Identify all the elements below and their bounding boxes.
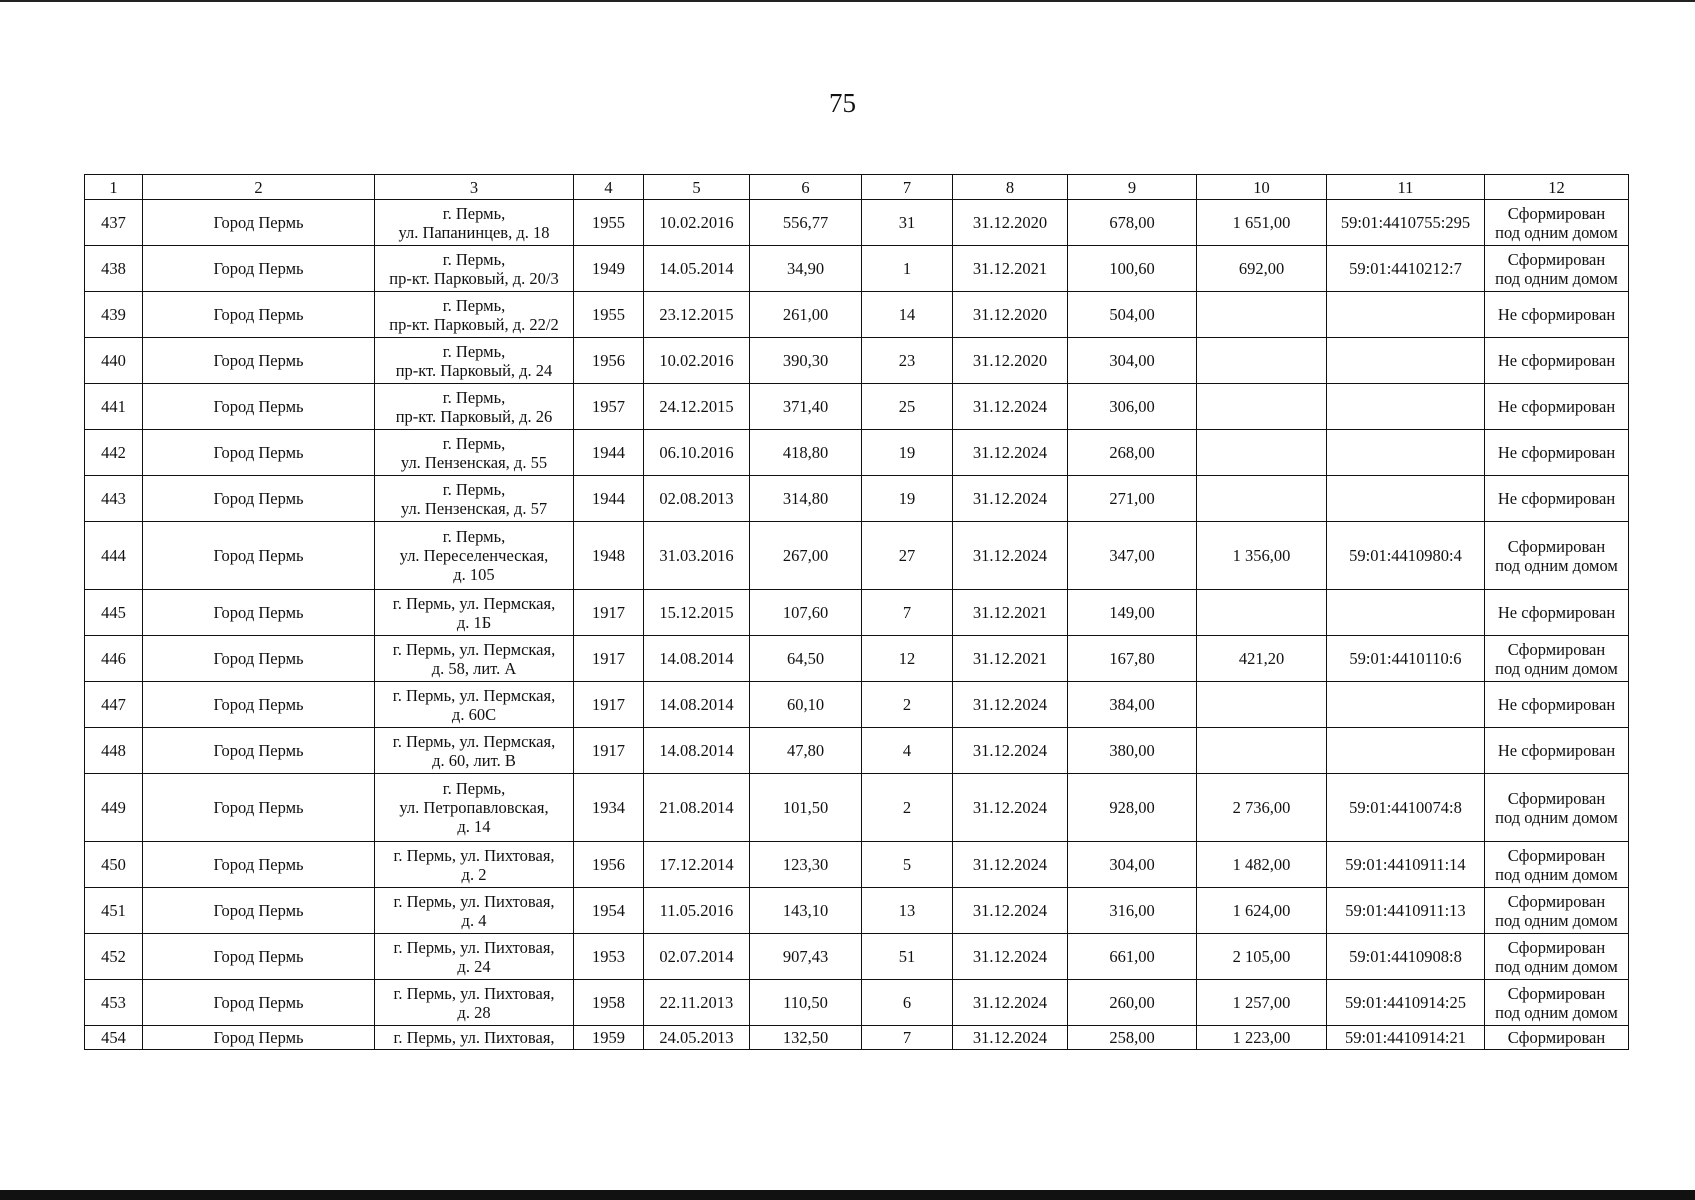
- year-cell: 1959: [574, 1026, 644, 1050]
- land-status-cell: Не сформирован: [1485, 590, 1629, 636]
- column-header: 10: [1197, 175, 1327, 200]
- area-cell: 34,90: [750, 246, 862, 292]
- residents-cell: 19: [862, 476, 953, 522]
- area-cell: 418,80: [750, 430, 862, 476]
- table-row: [85, 1026, 1629, 1050]
- date-cell: 02.08.2013: [644, 476, 750, 522]
- address-cell: г. Пермь, ул. Пермская, д. 60С: [375, 682, 574, 728]
- cadastral-number-cell: 59:01:4410212:7: [1327, 246, 1485, 292]
- deadline-cell: 31.12.2021: [953, 246, 1068, 292]
- address-cell: г. Пермь, ул. Пихтовая, д. 24: [375, 934, 574, 980]
- residents-cell: 14: [862, 292, 953, 338]
- year-cell: 1957: [574, 384, 644, 430]
- area-cell: 907,43: [750, 934, 862, 980]
- address-cell: г. Пермь, ул. Переселенческая, д. 105: [375, 522, 574, 590]
- year-cell: 1917: [574, 636, 644, 682]
- column-10-cell: [1197, 292, 1327, 338]
- column-9-cell: 380,00: [1068, 728, 1197, 774]
- cadastral-number-cell: [1327, 728, 1485, 774]
- column-header: 4: [574, 175, 644, 200]
- area-cell: 261,00: [750, 292, 862, 338]
- residents-cell: 23: [862, 338, 953, 384]
- year-cell: 1958: [574, 980, 644, 1026]
- municipality-cell: Город Пермь: [143, 934, 375, 980]
- land-status-cell: Не сформирован: [1485, 292, 1629, 338]
- date-cell: 06.10.2016: [644, 430, 750, 476]
- row-number-cell: 442: [85, 430, 143, 476]
- cadastral-number-cell: [1327, 338, 1485, 384]
- municipality-cell: Город Пермь: [143, 292, 375, 338]
- residents-cell: 51: [862, 934, 953, 980]
- area-cell: 107,60: [750, 590, 862, 636]
- year-cell: 1917: [574, 590, 644, 636]
- land-status-cell: Сформирован под одним домом: [1485, 636, 1629, 682]
- column-9-cell: 304,00: [1068, 338, 1197, 384]
- column-9-cell: 260,00: [1068, 980, 1197, 1026]
- deadline-cell: 31.12.2020: [953, 338, 1068, 384]
- column-10-cell: 1 624,00: [1197, 888, 1327, 934]
- year-cell: 1955: [574, 200, 644, 246]
- row-number-cell: 445: [85, 590, 143, 636]
- year-cell: 1917: [574, 682, 644, 728]
- residents-cell: 6: [862, 980, 953, 1026]
- column-9-cell: 928,00: [1068, 774, 1197, 842]
- municipality-cell: Город Пермь: [143, 338, 375, 384]
- deadline-cell: 31.12.2024: [953, 476, 1068, 522]
- register-table: [84, 174, 1629, 1050]
- address-cell: г. Пермь, пр-кт. Парковый, д. 26: [375, 384, 574, 430]
- column-10-cell: [1197, 728, 1327, 774]
- column-header: 1: [85, 175, 143, 200]
- land-status-cell: Сформирован под одним домом: [1485, 246, 1629, 292]
- area-cell: 47,80: [750, 728, 862, 774]
- row-number-cell: 447: [85, 682, 143, 728]
- date-cell: 21.08.2014: [644, 774, 750, 842]
- year-cell: 1944: [574, 476, 644, 522]
- row-number-cell: 450: [85, 842, 143, 888]
- year-cell: 1944: [574, 430, 644, 476]
- column-10-cell: 1 356,00: [1197, 522, 1327, 590]
- scan-top-edge: [0, 0, 1695, 2]
- deadline-cell: 31.12.2024: [953, 1026, 1068, 1050]
- cadastral-number-cell: 59:01:4410908:8: [1327, 934, 1485, 980]
- column-10-cell: [1197, 682, 1327, 728]
- date-cell: 14.08.2014: [644, 728, 750, 774]
- cadastral-number-cell: [1327, 682, 1485, 728]
- municipality-cell: Город Пермь: [143, 728, 375, 774]
- deadline-cell: 31.12.2024: [953, 842, 1068, 888]
- table-row: [85, 522, 1629, 590]
- address-cell: г. Пермь, пр-кт. Парковый, д. 22/2: [375, 292, 574, 338]
- residents-cell: 5: [862, 842, 953, 888]
- address-cell: г. Пермь, ул. Папанинцев, д. 18: [375, 200, 574, 246]
- column-9-cell: 306,00: [1068, 384, 1197, 430]
- municipality-cell: Город Пермь: [143, 682, 375, 728]
- residents-cell: 4: [862, 728, 953, 774]
- column-10-cell: [1197, 430, 1327, 476]
- column-9-cell: 661,00: [1068, 934, 1197, 980]
- residents-cell: 19: [862, 430, 953, 476]
- land-status-cell: Сформирован под одним домом: [1485, 522, 1629, 590]
- column-10-cell: [1197, 338, 1327, 384]
- table-row: [85, 934, 1629, 980]
- column-10-cell: 692,00: [1197, 246, 1327, 292]
- column-9-cell: 100,60: [1068, 246, 1197, 292]
- page-number: 75: [829, 88, 856, 118]
- column-10-cell: [1197, 384, 1327, 430]
- row-number-cell: 451: [85, 888, 143, 934]
- column-9-cell: 167,80: [1068, 636, 1197, 682]
- land-status-cell: Сформирован под одним домом: [1485, 980, 1629, 1026]
- area-cell: 132,50: [750, 1026, 862, 1050]
- year-cell: 1917: [574, 728, 644, 774]
- deadline-cell: 31.12.2024: [953, 682, 1068, 728]
- column-header: 6: [750, 175, 862, 200]
- column-10-cell: 2 105,00: [1197, 934, 1327, 980]
- row-number-cell: 452: [85, 934, 143, 980]
- deadline-cell: 31.12.2024: [953, 934, 1068, 980]
- area-cell: 123,30: [750, 842, 862, 888]
- deadline-cell: 31.12.2024: [953, 522, 1068, 590]
- cadastral-number-cell: 59:01:4410914:25: [1327, 980, 1485, 1026]
- area-cell: 371,40: [750, 384, 862, 430]
- address-cell: г. Пермь, ул. Пермская, д. 1Б: [375, 590, 574, 636]
- table-row: [85, 888, 1629, 934]
- year-cell: 1934: [574, 774, 644, 842]
- address-cell: г. Пермь, ул. Пихтовая, д. 4: [375, 888, 574, 934]
- table-row: [85, 980, 1629, 1026]
- table-row: [85, 590, 1629, 636]
- residents-cell: 25: [862, 384, 953, 430]
- row-number-cell: 448: [85, 728, 143, 774]
- year-cell: 1954: [574, 888, 644, 934]
- table-row: [85, 636, 1629, 682]
- municipality-cell: Город Пермь: [143, 522, 375, 590]
- date-cell: 24.05.2013: [644, 1026, 750, 1050]
- column-9-cell: 268,00: [1068, 430, 1197, 476]
- deadline-cell: 31.12.2024: [953, 384, 1068, 430]
- column-9-cell: 384,00: [1068, 682, 1197, 728]
- year-cell: 1953: [574, 934, 644, 980]
- cadastral-number-cell: 59:01:4410911:13: [1327, 888, 1485, 934]
- cadastral-number-cell: [1327, 430, 1485, 476]
- land-status-cell: Не сформирован: [1485, 476, 1629, 522]
- cadastral-number-cell: 59:01:4410911:14: [1327, 842, 1485, 888]
- column-header: 5: [644, 175, 750, 200]
- column-9-cell: 347,00: [1068, 522, 1197, 590]
- date-cell: 31.03.2016: [644, 522, 750, 590]
- row-number-cell: 444: [85, 522, 143, 590]
- land-status-cell: Сформирован: [1485, 1026, 1629, 1050]
- area-cell: 556,77: [750, 200, 862, 246]
- column-10-cell: 1 651,00: [1197, 200, 1327, 246]
- municipality-cell: Город Пермь: [143, 200, 375, 246]
- residents-cell: 12: [862, 636, 953, 682]
- column-header: 9: [1068, 175, 1197, 200]
- column-header: 12: [1485, 175, 1629, 200]
- residents-cell: 31: [862, 200, 953, 246]
- table-row: [85, 200, 1629, 246]
- address-cell: г. Пермь, ул. Пихтовая,: [375, 1026, 574, 1050]
- deadline-cell: 31.12.2021: [953, 636, 1068, 682]
- land-status-cell: Сформирован под одним домом: [1485, 200, 1629, 246]
- column-10-cell: 421,20: [1197, 636, 1327, 682]
- residents-cell: 13: [862, 888, 953, 934]
- area-cell: 143,10: [750, 888, 862, 934]
- deadline-cell: 31.12.2020: [953, 292, 1068, 338]
- residents-cell: 7: [862, 1026, 953, 1050]
- address-cell: г. Пермь, пр-кт. Парковый, д. 20/3: [375, 246, 574, 292]
- municipality-cell: Город Пермь: [143, 842, 375, 888]
- residents-cell: 2: [862, 682, 953, 728]
- column-10-cell: [1197, 476, 1327, 522]
- deadline-cell: 31.12.2024: [953, 774, 1068, 842]
- municipality-cell: Город Пермь: [143, 590, 375, 636]
- year-cell: 1955: [574, 292, 644, 338]
- date-cell: 10.02.2016: [644, 338, 750, 384]
- date-cell: 02.07.2014: [644, 934, 750, 980]
- column-header: 3: [375, 175, 574, 200]
- address-cell: г. Пермь, ул. Пихтовая, д. 28: [375, 980, 574, 1026]
- table-row: [85, 246, 1629, 292]
- municipality-cell: Город Пермь: [143, 980, 375, 1026]
- municipality-cell: Город Пермь: [143, 476, 375, 522]
- year-cell: 1956: [574, 338, 644, 384]
- residents-cell: 27: [862, 522, 953, 590]
- cadastral-number-cell: [1327, 590, 1485, 636]
- year-cell: 1948: [574, 522, 644, 590]
- table-row: [85, 430, 1629, 476]
- column-header: 7: [862, 175, 953, 200]
- municipality-cell: Город Пермь: [143, 384, 375, 430]
- row-number-cell: 449: [85, 774, 143, 842]
- residents-cell: 2: [862, 774, 953, 842]
- deadline-cell: 31.12.2024: [953, 888, 1068, 934]
- column-header: 8: [953, 175, 1068, 200]
- column-9-cell: 504,00: [1068, 292, 1197, 338]
- row-number-cell: 441: [85, 384, 143, 430]
- deadline-cell: 31.12.2024: [953, 728, 1068, 774]
- date-cell: 10.02.2016: [644, 200, 750, 246]
- date-cell: 15.12.2015: [644, 590, 750, 636]
- column-10-cell: 1 482,00: [1197, 842, 1327, 888]
- row-number-cell: 454: [85, 1026, 143, 1050]
- cadastral-number-cell: [1327, 384, 1485, 430]
- cadastral-number-cell: 59:01:4410755:295: [1327, 200, 1485, 246]
- area-cell: 390,30: [750, 338, 862, 384]
- land-status-cell: Сформирован под одним домом: [1485, 842, 1629, 888]
- row-number-cell: 443: [85, 476, 143, 522]
- date-cell: 22.11.2013: [644, 980, 750, 1026]
- address-cell: г. Пермь, ул. Пензенская, д. 57: [375, 476, 574, 522]
- date-cell: 23.12.2015: [644, 292, 750, 338]
- residents-cell: 1: [862, 246, 953, 292]
- land-status-cell: Сформирован под одним домом: [1485, 934, 1629, 980]
- column-9-cell: 271,00: [1068, 476, 1197, 522]
- column-9-cell: 304,00: [1068, 842, 1197, 888]
- address-cell: г. Пермь, ул. Пензенская, д. 55: [375, 430, 574, 476]
- land-status-cell: Не сформирован: [1485, 338, 1629, 384]
- column-9-cell: 149,00: [1068, 590, 1197, 636]
- date-cell: 14.08.2014: [644, 682, 750, 728]
- land-status-cell: Не сформирован: [1485, 384, 1629, 430]
- cadastral-number-cell: 59:01:4410980:4: [1327, 522, 1485, 590]
- column-9-cell: 316,00: [1068, 888, 1197, 934]
- deadline-cell: 31.12.2024: [953, 430, 1068, 476]
- table-row: [85, 842, 1629, 888]
- column-10-cell: 1 223,00: [1197, 1026, 1327, 1050]
- date-cell: 14.08.2014: [644, 636, 750, 682]
- scan-bottom-edge: [0, 1190, 1695, 1200]
- column-number-row: [85, 175, 1629, 200]
- deadline-cell: 31.12.2020: [953, 200, 1068, 246]
- table-row: [85, 682, 1629, 728]
- row-number-cell: 438: [85, 246, 143, 292]
- column-9-cell: 678,00: [1068, 200, 1197, 246]
- municipality-cell: Город Пермь: [143, 1026, 375, 1050]
- address-cell: г. Пермь, пр-кт. Парковый, д. 24: [375, 338, 574, 384]
- land-status-cell: Не сформирован: [1485, 682, 1629, 728]
- row-number-cell: 440: [85, 338, 143, 384]
- date-cell: 14.05.2014: [644, 246, 750, 292]
- land-status-cell: Не сформирован: [1485, 728, 1629, 774]
- column-10-cell: [1197, 590, 1327, 636]
- column-header: 11: [1327, 175, 1485, 200]
- area-cell: 101,50: [750, 774, 862, 842]
- date-cell: 11.05.2016: [644, 888, 750, 934]
- table-row: [85, 774, 1629, 842]
- cadastral-number-cell: 59:01:4410074:8: [1327, 774, 1485, 842]
- row-number-cell: 453: [85, 980, 143, 1026]
- date-cell: 24.12.2015: [644, 384, 750, 430]
- column-10-cell: 2 736,00: [1197, 774, 1327, 842]
- address-cell: г. Пермь, ул. Пермская, д. 60, лит. В: [375, 728, 574, 774]
- table-row: [85, 728, 1629, 774]
- area-cell: 110,50: [750, 980, 862, 1026]
- area-cell: 64,50: [750, 636, 862, 682]
- land-status-cell: Сформирован под одним домом: [1485, 774, 1629, 842]
- area-cell: 267,00: [750, 522, 862, 590]
- table-row: [85, 338, 1629, 384]
- column-10-cell: 1 257,00: [1197, 980, 1327, 1026]
- column-9-cell: 258,00: [1068, 1026, 1197, 1050]
- residents-cell: 7: [862, 590, 953, 636]
- address-cell: г. Пермь, ул. Пихтовая, д. 2: [375, 842, 574, 888]
- deadline-cell: 31.12.2021: [953, 590, 1068, 636]
- column-header: 2: [143, 175, 375, 200]
- cadastral-number-cell: 59:01:4410914:21: [1327, 1026, 1485, 1050]
- municipality-cell: Город Пермь: [143, 430, 375, 476]
- land-status-cell: Сформирован под одним домом: [1485, 888, 1629, 934]
- municipality-cell: Город Пермь: [143, 246, 375, 292]
- municipality-cell: Город Пермь: [143, 636, 375, 682]
- land-status-cell: Не сформирован: [1485, 430, 1629, 476]
- year-cell: 1956: [574, 842, 644, 888]
- deadline-cell: 31.12.2024: [953, 980, 1068, 1026]
- row-number-cell: 437: [85, 200, 143, 246]
- table-row: [85, 476, 1629, 522]
- cadastral-number-cell: [1327, 292, 1485, 338]
- cadastral-number-cell: [1327, 476, 1485, 522]
- area-cell: 60,10: [750, 682, 862, 728]
- municipality-cell: Город Пермь: [143, 888, 375, 934]
- area-cell: 314,80: [750, 476, 862, 522]
- address-cell: г. Пермь, ул. Петропавловская, д. 14: [375, 774, 574, 842]
- year-cell: 1949: [574, 246, 644, 292]
- cadastral-number-cell: 59:01:4410110:6: [1327, 636, 1485, 682]
- row-number-cell: 439: [85, 292, 143, 338]
- table-row: [85, 384, 1629, 430]
- date-cell: 17.12.2014: [644, 842, 750, 888]
- row-number-cell: 446: [85, 636, 143, 682]
- municipality-cell: Город Пермь: [143, 774, 375, 842]
- address-cell: г. Пермь, ул. Пермская, д. 58, лит. А: [375, 636, 574, 682]
- table-row: [85, 292, 1629, 338]
